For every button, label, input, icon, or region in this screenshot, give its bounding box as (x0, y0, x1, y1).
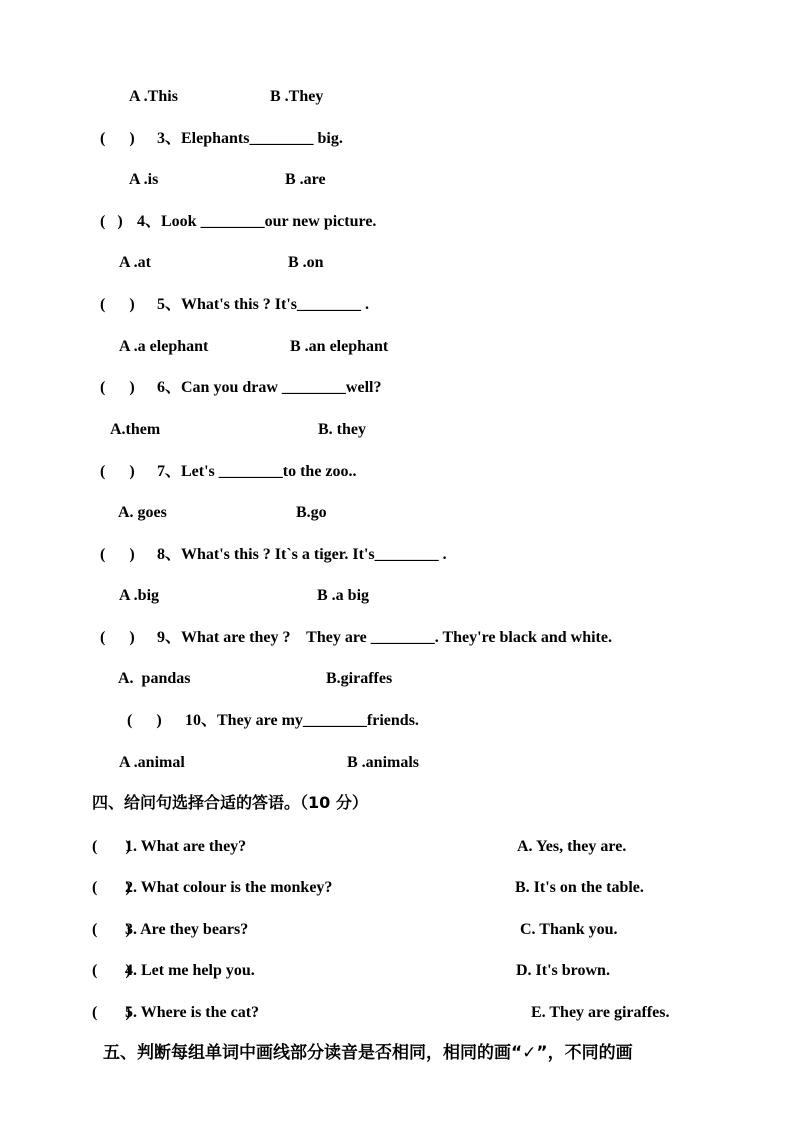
q3-option-a: A .is (129, 171, 159, 188)
q2-option-a: A .This (129, 88, 178, 105)
q5-option-b: B .an elephant (290, 338, 389, 355)
q5-question: 5、What's this ? It's________ . (157, 296, 370, 313)
q6-question: 6、Can you draw ________well? (157, 379, 382, 396)
q5-option-a: A .a elephant (119, 338, 209, 355)
s4-q5-question: 5. Where is the cat? (125, 1004, 260, 1021)
q7-option-b: B.go (296, 504, 327, 521)
s4-q2-answer-blank[interactable]: ( ) (92, 879, 131, 896)
q6-option-a: A.them (110, 421, 161, 438)
q10-answer-blank[interactable]: ( ) (127, 712, 162, 729)
s4-answer-d: D. It's brown. (516, 962, 610, 979)
s4-q5-answer-blank[interactable]: ( ) (92, 1004, 131, 1021)
q5-answer-blank[interactable]: ( ) (100, 296, 135, 313)
q4-answer-blank[interactable]: ( ) (100, 213, 123, 230)
section-4-heading: 四、给问句选择合适的答语。（10 分） (92, 793, 368, 812)
s4-answer-a: A. Yes, they are. (517, 838, 627, 855)
q4-option-b: B .on (288, 254, 324, 271)
s4-answer-b: B. It's on the table. (515, 879, 644, 896)
q8-option-a: A .big (119, 587, 160, 604)
q4-option-a: A .at (119, 254, 151, 271)
q6-answer-blank[interactable]: ( ) (100, 379, 135, 396)
s4-answer-c: C. Thank you. (520, 921, 618, 938)
q8-question: 8、What's this ? It`s a tiger. It's________ . (157, 546, 447, 563)
q7-question: 7、Let's ________to the zoo.. (157, 463, 357, 480)
s4-answer-e: E. They are giraffes. (531, 1004, 670, 1021)
q8-option-b: B .a big (317, 587, 370, 604)
s4-q4-question: 4. Let me help you. (125, 962, 255, 979)
q9-option-a: A. pandas (118, 670, 191, 687)
s4-q3-question: 3. Are they bears? (125, 921, 249, 938)
q3-question: 3、Elephants________ big. (157, 130, 343, 147)
q9-option-b: B.giraffes (326, 670, 393, 687)
s4-q1-question: 1. What are they? (125, 838, 247, 855)
s4-q2-question: 2. What colour is the monkey? (125, 879, 333, 896)
q7-answer-blank[interactable]: ( ) (100, 463, 135, 480)
s4-q1-answer-blank[interactable]: ( ) (92, 838, 131, 855)
q7-option-a: A. goes (118, 504, 167, 521)
s4-q4-answer-blank[interactable]: ( ) (92, 962, 131, 979)
q2-option-b: B .They (270, 88, 324, 105)
q8-answer-blank[interactable]: ( ) (100, 546, 135, 563)
q3-option-b: B .are (285, 171, 326, 188)
s4-q3-answer-blank[interactable]: ( ) (92, 921, 131, 938)
section-5-heading: 五、判断每组单词中画线部分读音是否相同，相同的画“✓”，不同的画 (103, 1043, 633, 1063)
q3-answer-blank[interactable]: ( ) (100, 130, 135, 147)
q4-question: 4、Look ________our new picture. (137, 213, 377, 230)
q10-question: 10、They are my________friends. (185, 712, 419, 729)
q9-answer-blank[interactable]: ( ) (100, 629, 135, 646)
q10-option-a: A .animal (119, 754, 185, 771)
q9-question: 9、What are they ? They are ________. They're black and white. (157, 629, 612, 646)
q10-option-b: B .animals (347, 754, 420, 771)
q6-option-b: B. they (318, 421, 366, 438)
